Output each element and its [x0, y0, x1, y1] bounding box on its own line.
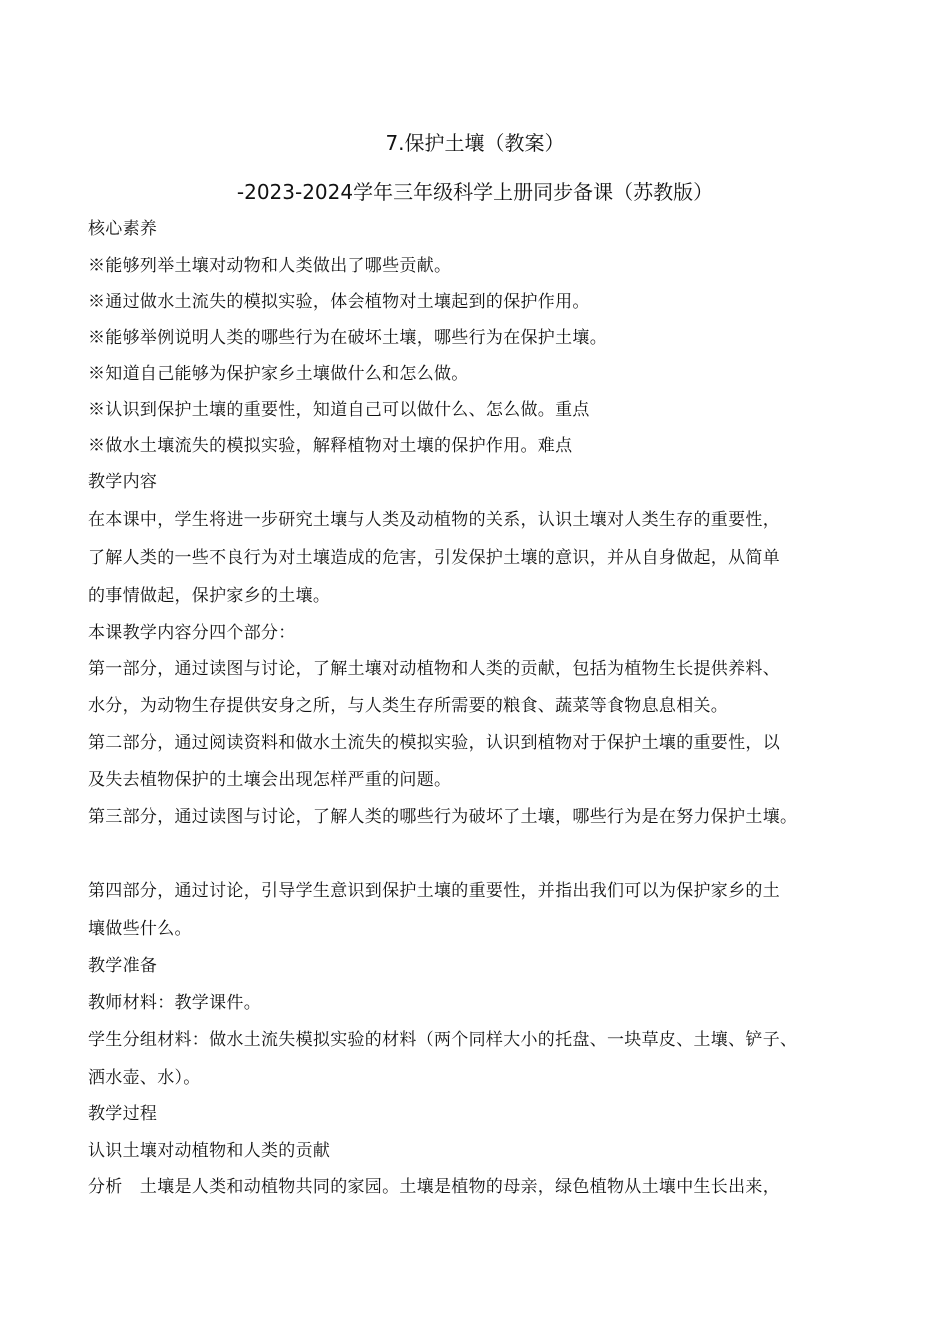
subsection-heading: 认识土壤对动植物和人类的贡献	[88, 1141, 331, 1161]
paragraph-line: 了解人类的一些不良行为对土壤造成的危害，引发保护土壤的意识，并从自身做起，从简单	[88, 548, 780, 568]
paragraph-line: 水分，为动物生存提供安身之所，与人类生存所需要的粮食、蔬菜等食物息息相关。	[88, 696, 729, 716]
core-literacy-item: ※知道自己能够为保护家乡土壤做什么和怎么做。	[88, 364, 469, 384]
section-heading-content: 教学内容	[88, 472, 158, 492]
paragraph-line: 第三部分，通过读图与讨论，了解人类的哪些行为破坏了土壤，哪些行为是在努力保护土壤。	[88, 807, 798, 827]
core-literacy-item: ※能够举例说明人类的哪些行为在破坏土壤，哪些行为在保护土壤。	[88, 328, 607, 348]
paragraph-line: 壤做些什么。	[88, 919, 192, 939]
section-heading-core-literacy: 核心素养	[88, 219, 158, 239]
core-literacy-item: ※通过做水土流失的模拟实验，体会植物对土壤起到的保护作用。	[88, 292, 590, 312]
section-heading-preparation: 教学准备	[88, 956, 158, 976]
paragraph-line: 教师材料：教学课件。	[88, 993, 261, 1013]
core-literacy-item: ※做水土壤流失的模拟实验，解释植物对土壤的保护作用。难点	[88, 436, 573, 456]
paragraph-line: 第四部分，通过讨论，引导学生意识到保护土壤的重要性，并指出我们可以为保护家乡的土	[88, 881, 780, 901]
paragraph-line: 本课教学内容分四个部分：	[88, 623, 296, 643]
paragraph-line: 的事情做起，保护家乡的土壤。	[88, 586, 331, 606]
page-title: 7.保护土壤（教案）	[385, 131, 565, 155]
section-heading-process: 教学过程	[88, 1104, 158, 1124]
paragraph-line: 及失去植物保护的土壤会出现怎样严重的问题。	[88, 770, 452, 790]
page-subtitle: -2023-2024学年三年级科学上册同步备课（苏教版）	[236, 180, 714, 204]
paragraph-line: 洒水壶、水）。	[88, 1068, 201, 1088]
core-literacy-item: ※认识到保护土壤的重要性，知道自己可以做什么、怎么做。重点	[88, 400, 590, 420]
paragraph-line: 学生分组材料：做水土流失模拟实验的材料（两个同样大小的托盘、一块草皮、土壤、铲子、	[88, 1030, 798, 1050]
paragraph-line: 分析 土壤是人类和动植物共同的家园。土壤是植物的母亲，绿色植物从土壤中生长出来，	[88, 1177, 780, 1197]
paragraph-line: 在本课中，学生将进一步研究土壤与人类及动植物的关系，认识土壤对人类生存的重要性，	[88, 510, 780, 530]
paragraph-line: 第一部分，通过读图与讨论，了解土壤对动植物和人类的贡献，包括为植物生长提供养料、	[88, 659, 780, 679]
paragraph-line: 第二部分，通过阅读资料和做水土流失的模拟实验，认识到植物对于保护土壤的重要性，以	[88, 733, 780, 753]
core-literacy-item: ※能够列举土壤对动物和人类做出了哪些贡献。	[88, 256, 452, 276]
